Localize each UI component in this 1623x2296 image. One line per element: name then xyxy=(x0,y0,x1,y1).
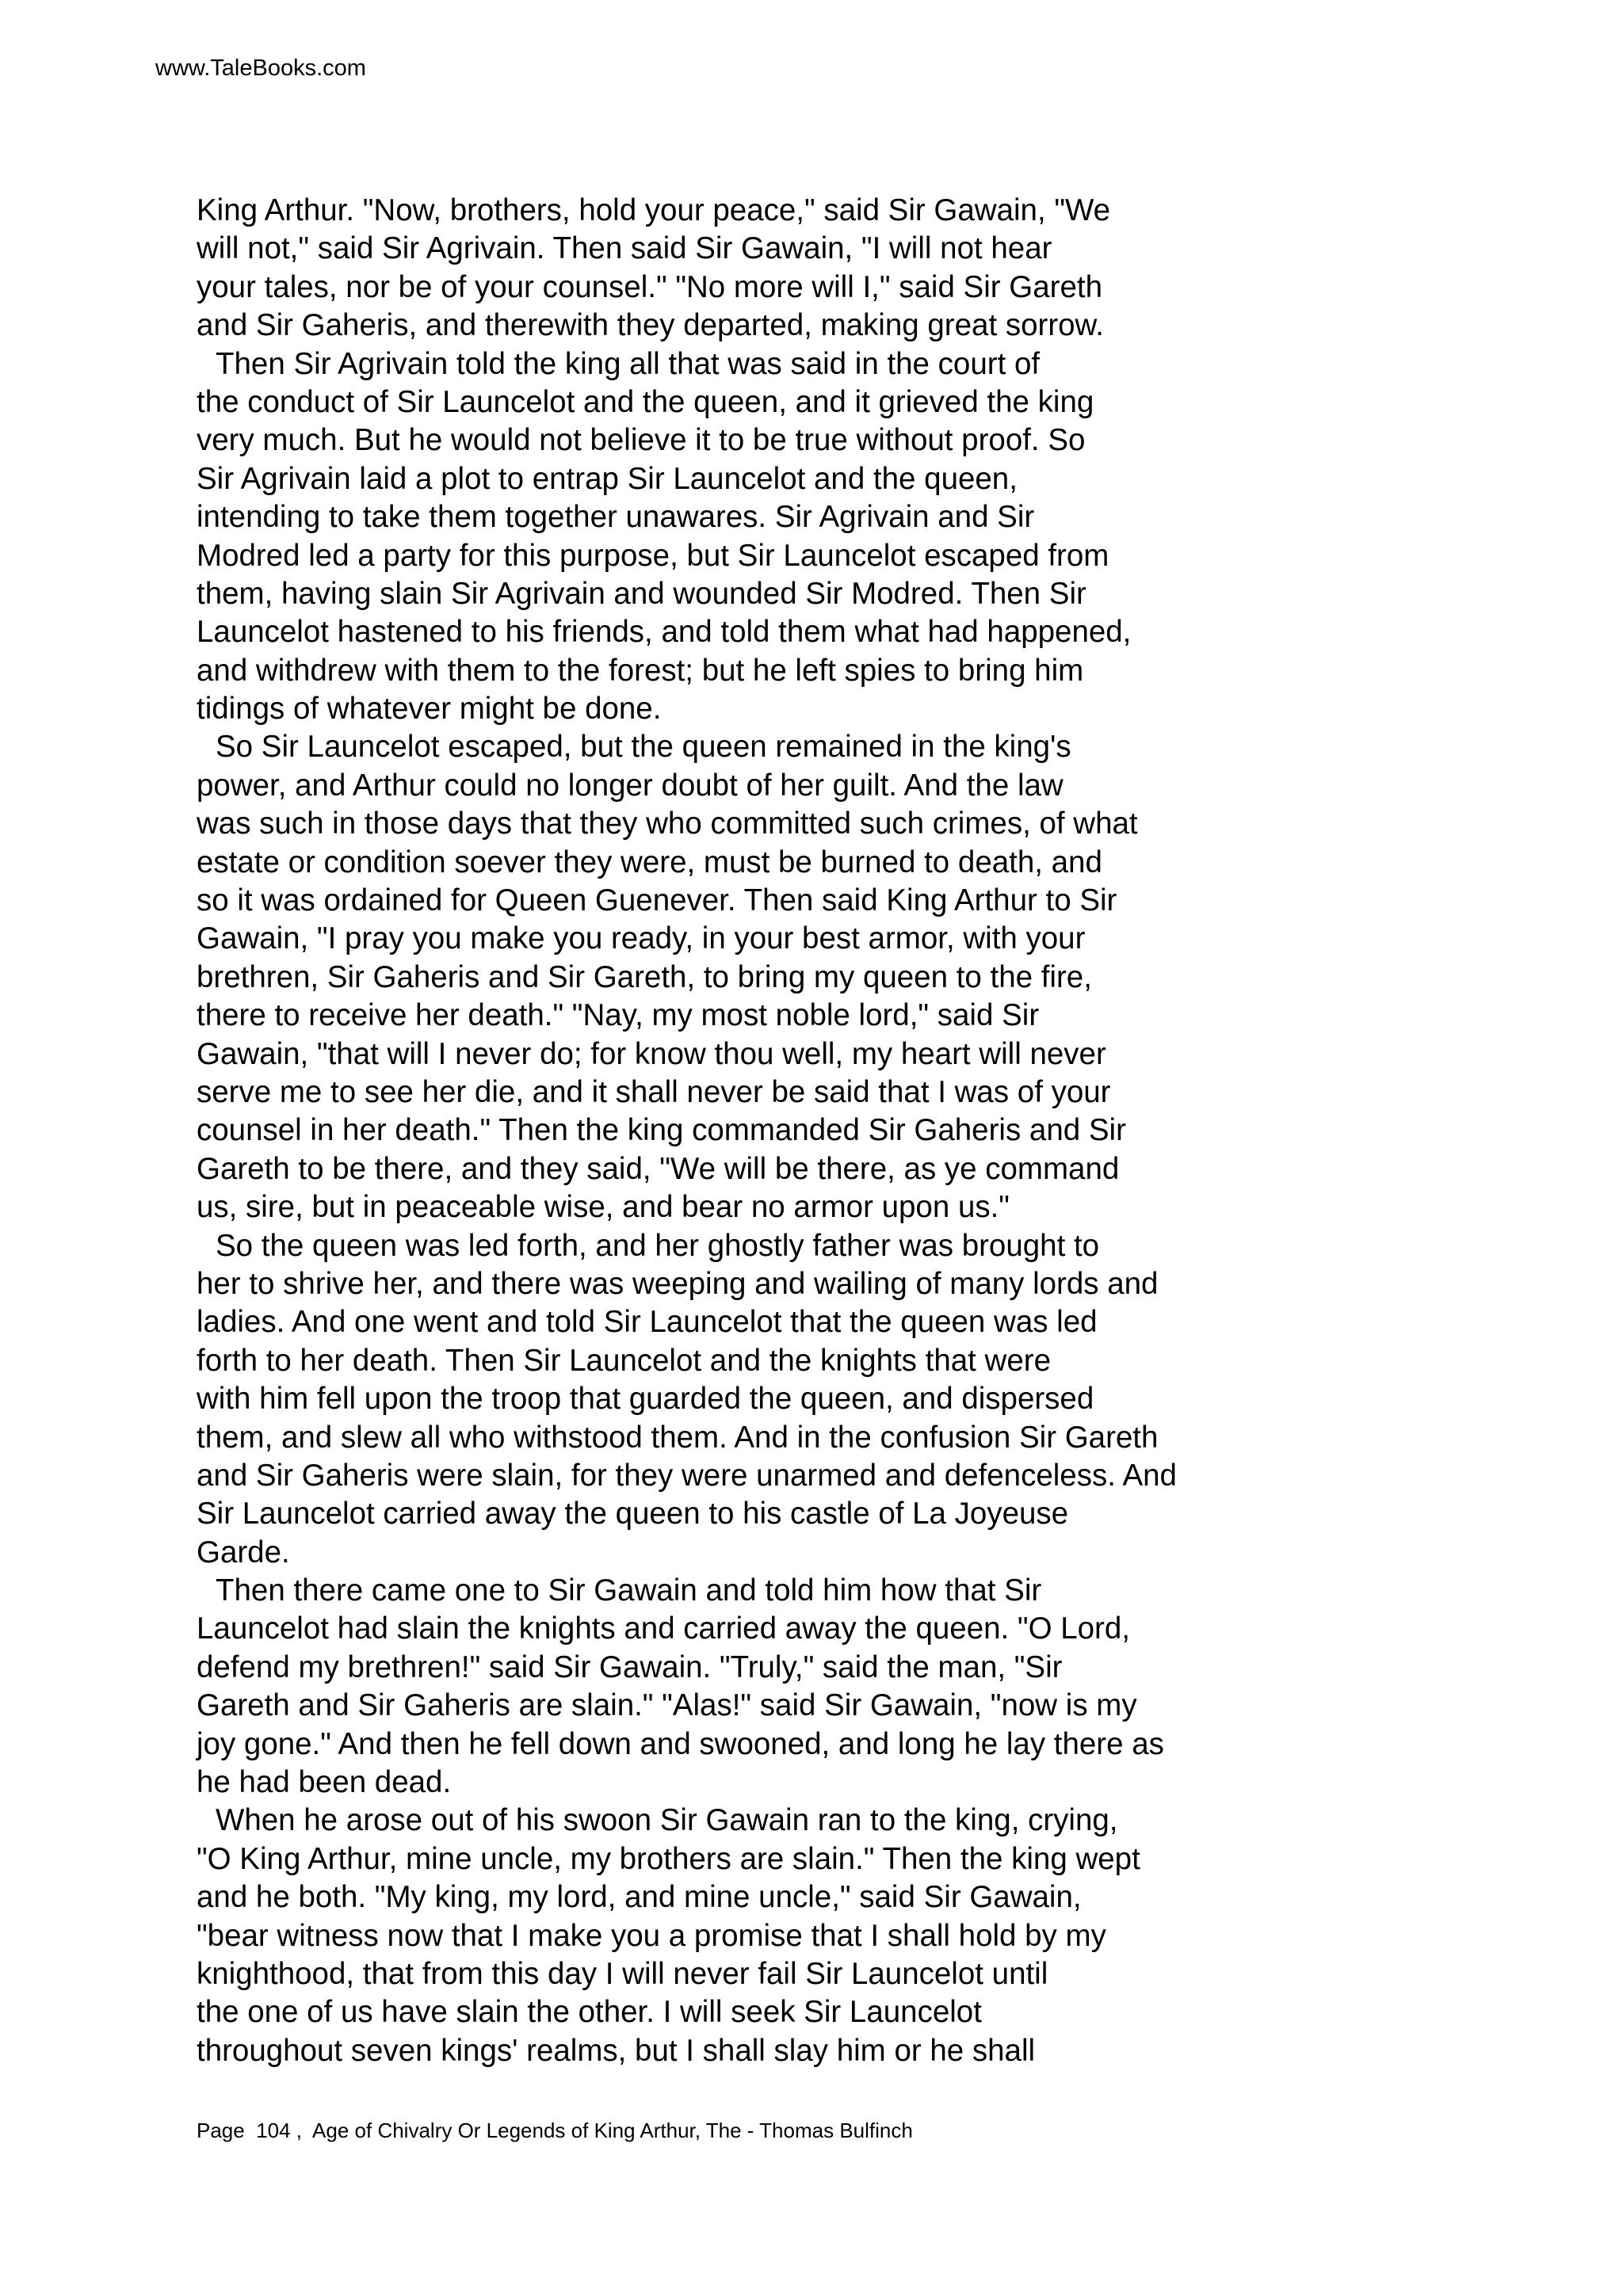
text-line: So Sir Launcelot escaped, but the queen remained in the king's xyxy=(216,730,1071,765)
text-line: Launcelot hastened to his friends, and told them what had happened, xyxy=(197,615,1132,650)
text-line: he had been dead. xyxy=(197,1765,452,1800)
text-line: So the queen was led forth, and her ghostly father was brought to xyxy=(216,1228,1100,1263)
footer-book-title: Age of Chivalry Or Legends of King Arthur, The - Thomas Bulfinch xyxy=(312,2119,913,2142)
text-line: power, and Arthur could no longer doubt of her guilt. And the law xyxy=(197,768,1064,803)
text-line: and withdrew with them to the forest; but he left spies to bring him xyxy=(197,653,1084,688)
text-line: Sir Launcelot carried away the queen to his castle of La Joyeuse xyxy=(197,1497,1069,1531)
text-line: defend my brethren!" said Sir Gawain. "Truly," said the man, "Sir xyxy=(197,1650,1063,1684)
text-line: was such in those days that they who committed such crimes, of what xyxy=(197,807,1138,841)
text-line: knighthood, that from this day I will never fail Sir Launcelot until xyxy=(197,1956,1048,1991)
text-line: tidings of whatever might be done. xyxy=(197,692,662,727)
text-line: there to receive her death." "Nay, my most noble lord," said Sir xyxy=(197,998,1040,1033)
text-line: the one of us have slain the other. I will seek Sir Launcelot xyxy=(197,1995,982,2030)
page-footer: Page 104 , Age of Chivalry Or Legends of King Arthur, The - Thomas Bulfinch xyxy=(197,2119,913,2142)
text-line: and he both. "My king, my lord, and mine uncle," said Sir Gawain, xyxy=(197,1880,1082,1915)
text-line: intending to take them together unawares. Sir Agrivain and Sir xyxy=(197,500,1035,535)
text-line: us, sire, but in peaceable wise, and bear no armor upon us." xyxy=(197,1190,1010,1225)
text-line: Modred led a party for this purpose, but Sir Launcelot escaped from xyxy=(197,538,1109,573)
text-line: Launcelot had slain the knights and carried away the queen. "O Lord, xyxy=(197,1611,1130,1646)
text-line: Then there came one to Sir Gawain and told him how that Sir xyxy=(216,1573,1042,1608)
text-line: Garde. xyxy=(197,1535,290,1569)
text-line: Then Sir Agrivain told the king all that was said in the court of xyxy=(216,346,1041,381)
text-line: "O King Arthur, mine uncle, my brothers are slain." Then the king wept xyxy=(197,1841,1140,1876)
footer-page-number: 104 xyxy=(256,2119,291,2142)
text-line: estate or condition soever they were, must be burned to death, and xyxy=(197,845,1102,879)
text-line: Gareth and Sir Gaheris are slain." "Alas!" said Sir Gawain, "now is my xyxy=(197,1688,1137,1723)
text-line: will not," said Sir Agrivain. Then said Sir Gawain, "I will not hear xyxy=(197,231,1052,266)
text-line: Sir Agrivain laid a plot to entrap Sir Launcelot and the queen, xyxy=(197,461,1018,496)
text-line: the conduct of Sir Launcelot and the queen, and it grieved the king xyxy=(197,384,1094,419)
text-line: with him fell upon the troop that guarded the queen, and dispersed xyxy=(197,1382,1094,1417)
page-body-text xyxy=(197,192,1512,2070)
text-line: her to shrive her, and there was weeping and wailing of many lords and xyxy=(197,1266,1159,1301)
text-line: and Sir Gaheris were slain, for they were unarmed and defenceless. And xyxy=(197,1458,1177,1493)
text-line: counsel in her death." Then the king commanded Sir Gaheris and Sir xyxy=(197,1113,1126,1148)
text-line: very much. But he would not believe it to be true without proof. So xyxy=(197,423,1086,458)
text-line: Gawain, "that will I never do; for know thou well, my heart will never xyxy=(197,1036,1106,1071)
site-url: www.TaleBooks.com xyxy=(155,55,366,81)
text-line: so it was ordained for Queen Guenever. Then said King Arthur to Sir xyxy=(197,883,1117,918)
text-line: joy gone." And then he fell down and swooned, and long he lay there as xyxy=(197,1726,1164,1761)
text-line: throughout seven kings' realms, but I shall slay him or he shall xyxy=(197,2033,1036,2068)
text-line: and Sir Gaheris, and therewith they departed, making great sorrow. xyxy=(197,308,1104,343)
text-line: King Arthur. "Now, brothers, hold your peace," said Sir Gawain, "We xyxy=(197,193,1111,227)
text-line: When he arose out of his swoon Sir Gawain ran to the king, crying, xyxy=(216,1803,1118,1838)
text-line: Gawain, "I pray you make you ready, in your best armor, with your xyxy=(197,921,1086,956)
text-line: your tales, nor be of your counsel." "No more will I," said Sir Gareth xyxy=(197,269,1103,304)
text-line: ladies. And one went and told Sir Launcelot that the queen was led xyxy=(197,1305,1098,1340)
text-line: Gareth to be there, and they said, "We will be there, as ye command xyxy=(197,1151,1120,1186)
text-line: serve me to see her die, and it shall never be said that I was of your xyxy=(197,1074,1111,1109)
text-line: brethren, Sir Gaheris and Sir Gareth, to bring my queen to the fire, xyxy=(197,959,1092,994)
text-line: forth to her death. Then Sir Launcelot and the knights that were xyxy=(197,1343,1051,1378)
text-line: them, having slain Sir Agrivain and wounded Sir Modred. Then Sir xyxy=(197,576,1086,611)
footer-page-label: Page xyxy=(197,2119,245,2142)
text-line: them, and slew all who withstood them. And in the confusion Sir Gareth xyxy=(197,1420,1159,1455)
text-line: "bear witness now that I make you a promise that I shall hold by my xyxy=(197,1918,1106,1953)
